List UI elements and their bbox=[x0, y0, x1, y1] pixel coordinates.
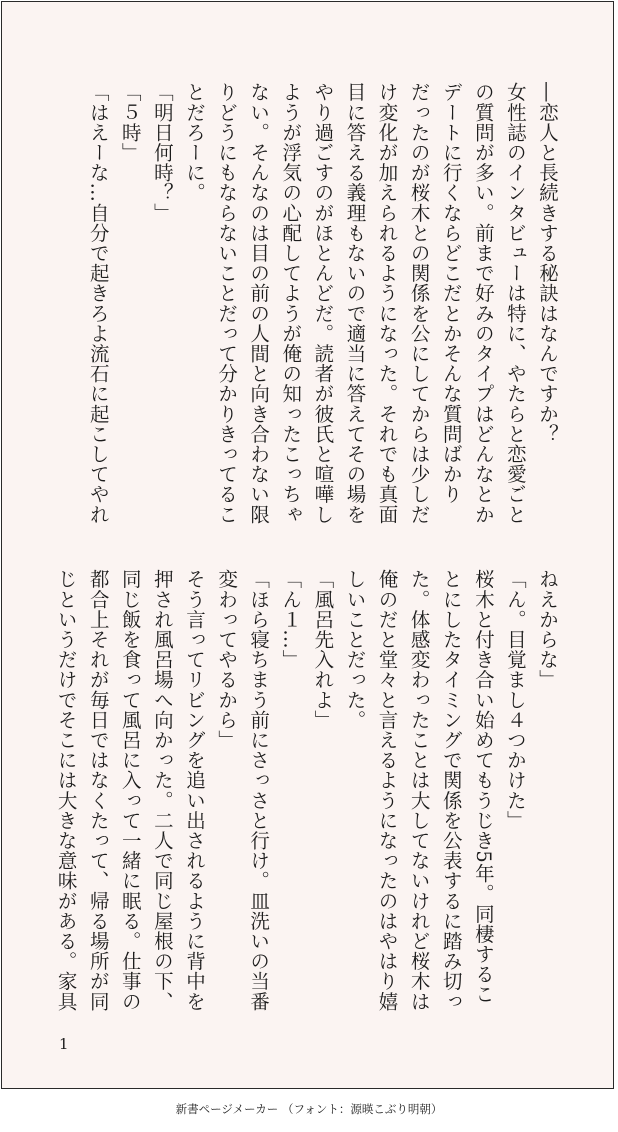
text-block-upper: ―恋人と長続きする秘訣はなんですか？ 女性誌のインタビューは特に、やたらと恋愛ごと の質問が多い。前まで好みのタイプはどんなとか デートに行くならどこだとかそんな質問ばかり だったのが桜木との関係を公にしてからは少しだ け変化が加えられるようになった。それでも真面 目に答える義理もないので適当に答えてその場を やり過ごすのがほとんどだ。読者が彼氏と喧嘩し ようが浮気の心配してようが俺の知ったこっちゃ ない。そんなのは目の前の人間と向き合わない限 りどうにもならないことだって分かりきってるこ とだろーに。 「明日何時？」 「５時」 「はえーな…自分で起きろよ流石に起こしてやれ bbox=[86, 82, 559, 525]
novel-page bbox=[1, 1, 614, 1089]
page-number: 1 bbox=[59, 1035, 69, 1053]
text-block-lower: ねえからな」 「ん。目覚まし４つかけた」 桜木と付き合い始めてもうじき5年。同棲するこ とにしたタイミングで関係を公表するに踏み切っ た。体感変わったことは大してないけれど桜木は 俺のだと堂々と言えるようになったのはやはり嬉 しいことだった。 「風呂先入れよ」 「ん１…」 「ほら寝ちまう前にさっさと行け。皿洗いの当番 変わってやるから」 そう言ってリビングを追い出されるように背中を 押され風呂場へ向かった。二人で同じ屋根の下、 同じ飯を食って風呂に入って一緒に眠る。仕事の 都合上それが毎日ではなくたって、帰る場所が同 じというだけでそこには大きな意味がある。家具 bbox=[54, 569, 559, 1012]
footer-credit: 新書ページメーカー （フォント：源暎こぶり明朝） bbox=[175, 1102, 443, 1116]
